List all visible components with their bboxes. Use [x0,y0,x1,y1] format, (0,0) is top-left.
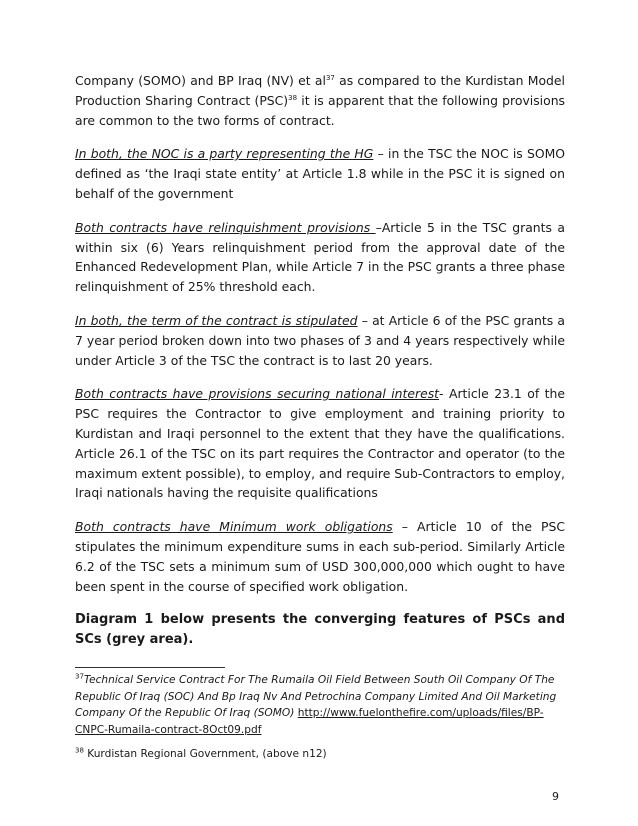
intro-text-2: as compared to the Kurdistan Model Production Sharing Contract (PSC) [75,73,565,108]
paragraph-national-interest [75,384,565,503]
intro-text-1: Company (SOMO) and BP Iraq (NV) et al [75,73,326,88]
footnote-text: Kurdistan Regional Government, (above n12) [83,748,327,761]
paragraph-text: – at Article 6 of the PSC grants a 7 year period broken down into two phases of 3 and 4 years respectively while under Article 3 of the TSC the contract is to last 20 years. [75,312,565,368]
paragraph-text: – in the TSC the NOC is SOMO defined as ‘the Iraqi state entity’ at Article 1.8 while in the PSC it is signed on behalf of the government [75,146,566,201]
paragraph-lead: Both contracts have relinquishment provisions [75,219,376,235]
footnote-citation: Technical Service Contract For The Rumaila Oil Field Between South Oil Company Of The Republic Of Iraq (SOC) And Bp Iraq Nv And Petrochina Company Limited And Oil Marketing Company Of the Republic Of Iraq (SOMO) [75,674,557,720]
paragraph-lead: In both, the NOC is a party representing the HG [75,146,374,162]
paragraph-minimum-work [75,517,565,596]
footnote-link[interactable]: http://www.fuelonthefire.com/uploads/files/BP-CNPC-Rumaila-contract-8Oct09.pdf [75,707,544,736]
paragraph-lead: Both contracts have provisions securing national interest [75,386,440,402]
paragraph-term [75,311,565,370]
diagram-note: Diagram 1 below presents the converging features of PSCs and SCs (grey area). [75,612,565,648]
paragraph-lead: In both, the term of the contract is stipulated [75,312,358,328]
footnotes [75,672,565,771]
intro-text-3: it is apparent that the following provisions are common to the two forms of contract. [75,92,566,128]
paragraph-noc [75,144,565,203]
footnote-number: 38 [75,746,84,755]
paragraph-intro [75,71,565,130]
paragraph-lead: Both contracts have Minimum work obligations [75,519,393,535]
paragraph-text: –Article 5 in the TSC grants a within six (6) Years relinquishment period from the approval date of the Enhanced Redevelopment Plan, while Article 7 in the PSC grants a three phase relinquishment of 25% threshold each. [75,219,565,295]
footnote-ref-37[interactable]: 37 [325,73,335,82]
paragraph-relinquishment [75,218,565,297]
footnote-divider [75,667,225,668]
footnote-ref-38[interactable]: 38 [288,93,298,102]
footnote-38 [75,746,565,763]
footnote-37 [75,672,565,738]
footnote-number: 37 [75,672,84,681]
body-text [75,71,565,664]
paragraph-text: – Article 10 of the PSC stipulates the minimum expenditure sums in each sub-period. Similarly Article 6.2 of the TSC sets a minimum sum of USD 300,000,000 which ought to have been spent in the course of specified work obligation. [75,519,565,594]
page-number: 9 [552,790,559,803]
paragraph-text: - Article 23.1 of the PSC requires the Contractor to give employment and training priority to Kurdistan and Iraqi personnel to the extent that they have the qualifications. Article 26.1 of the TSC on its part requires the Contractor and operator (to the maximum extent possible), to employ, and require Sub-Contractors to employ, Iraqi nationals having the requisite qualifications [75,386,566,501]
